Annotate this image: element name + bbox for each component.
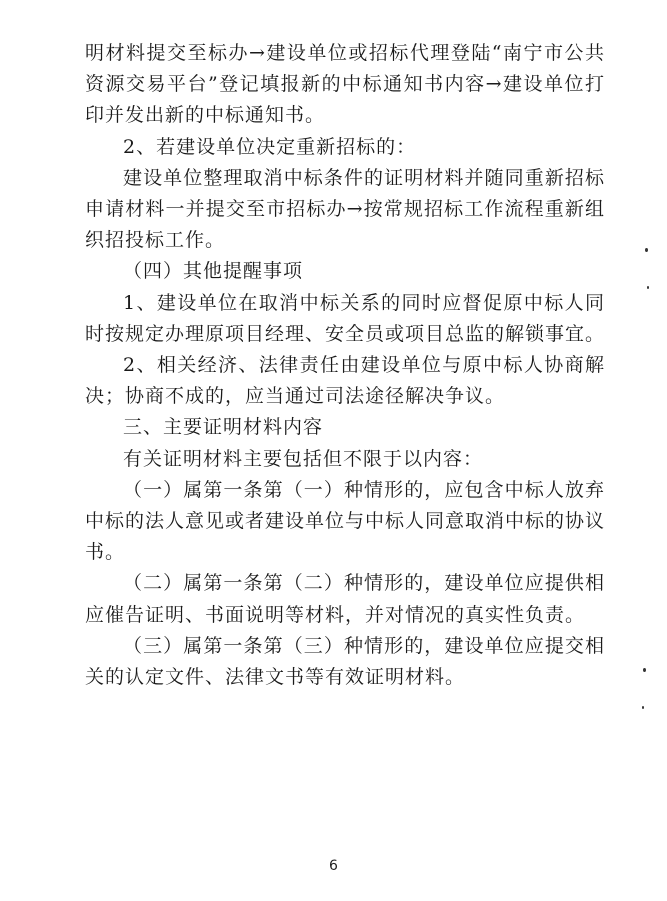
paragraph-rebid-procedure: 建设单位整理取消中标条件的证明材料并随同重新招标申请材料一并提交至市招标办→按常规招标工作流程重新组织招投标工作。 [85,166,605,252]
paragraph-evidence-3: （三）属第一条第（三）种情形的，建设单位应提交相关的认定文件、法律文书等有效证明材料。 [85,634,605,689]
section-heading-evidence: 三、主要证明材料内容 [123,416,324,439]
paragraph-rebid-heading: 2、若建设单位决定重新招标的： [123,135,417,158]
paragraph-evidence-2: （二）属第一条第（二）种情形的，建设单位应提供相应催告证明、书面说明等材料，并对情况的真实性负责。 [85,572,605,626]
paragraph-continuation: 明材料提交至标办→建设单位或招标代理登陆“南宁市公共资源交易平台”登记填报新的中标通知书内容→建设单位打印并发出新的中标通知书。 [85,42,605,127]
page-number: 6 [329,858,338,874]
scan-speck [642,706,644,709]
paragraph-reminder-2: 2、相关经济、法律责任由建设单位与原中标人协商解决；协商不成的，应当通过司法途径解决争议。 [85,354,605,408]
section-heading-reminders: （四）其他提醒事项 [123,260,304,283]
paragraph-reminder-1: 1、建设单位在取消中标关系的同时应督促原中标人同时按规定办理原项目经理、安全员或项目总监的解锁事宜。 [85,291,606,345]
paragraph-evidence-1: （一）属第一条第（一）种情形的，应包含中标人放弃中标的法人意见或者建设单位与中标人同意取消中标的协议书。 [85,478,606,564]
scan-speck [647,286,649,289]
paragraph-evidence-intro: 有关证明材料主要包括但不限于以内容： [123,447,484,470]
scan-speck [645,248,648,252]
document-body [85,38,605,693]
scan-speck [643,668,646,672]
